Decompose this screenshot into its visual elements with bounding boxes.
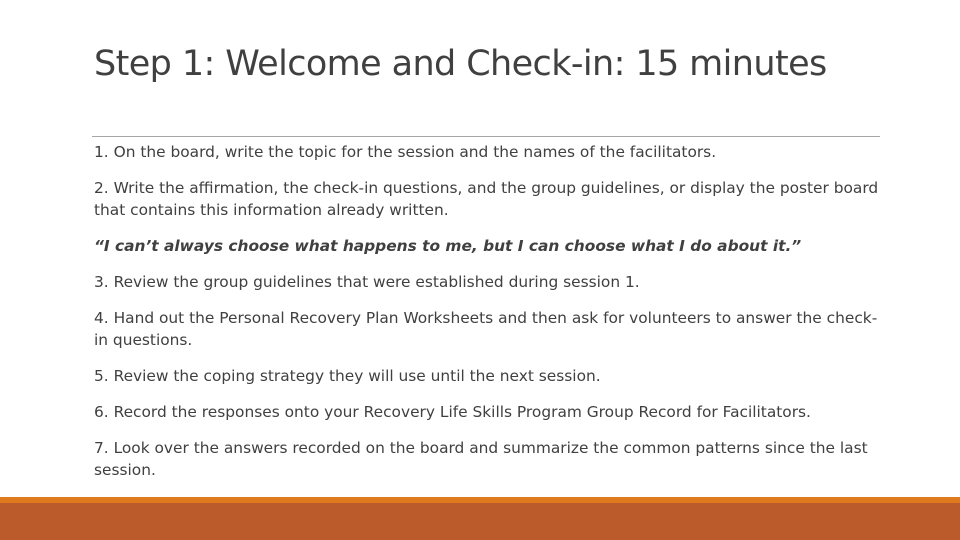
affirmation-quote: “I can’t always choose what happens to me, but I can choose what I do about it.” (94, 237, 802, 255)
step-item-1: 1. On the board, write the topic for the session and the names of the facilitators. (94, 143, 717, 161)
step-item-2: 2. Write the affirmation, the check-in questions, and the group guidelines, or display the poster board that contains this information already written. (94, 179, 879, 219)
step-item-6: 6. Record the responses onto your Recovery Life Skills Program Group Record for Facilitators. (94, 403, 811, 421)
slide-body (94, 141, 884, 495)
title-divider (92, 136, 880, 137)
footer-accent-stripe (0, 497, 960, 503)
step-item-5: 5. Review the coping strategy they will use until the next session. (94, 367, 601, 385)
step-item-4: 4. Hand out the Personal Recovery Plan Worksheets and then ask for volunteers to answer the check-in questions. (94, 309, 878, 349)
slide-title: Step 1: Welcome and Check-in: 15 minutes (94, 44, 827, 84)
footer-band (0, 497, 960, 540)
step-item-3: 3. Review the group guidelines that were established during session 1. (94, 273, 640, 291)
step-item-7: 7. Look over the answers recorded on the board and summarize the common patterns since the last session. (94, 439, 868, 479)
